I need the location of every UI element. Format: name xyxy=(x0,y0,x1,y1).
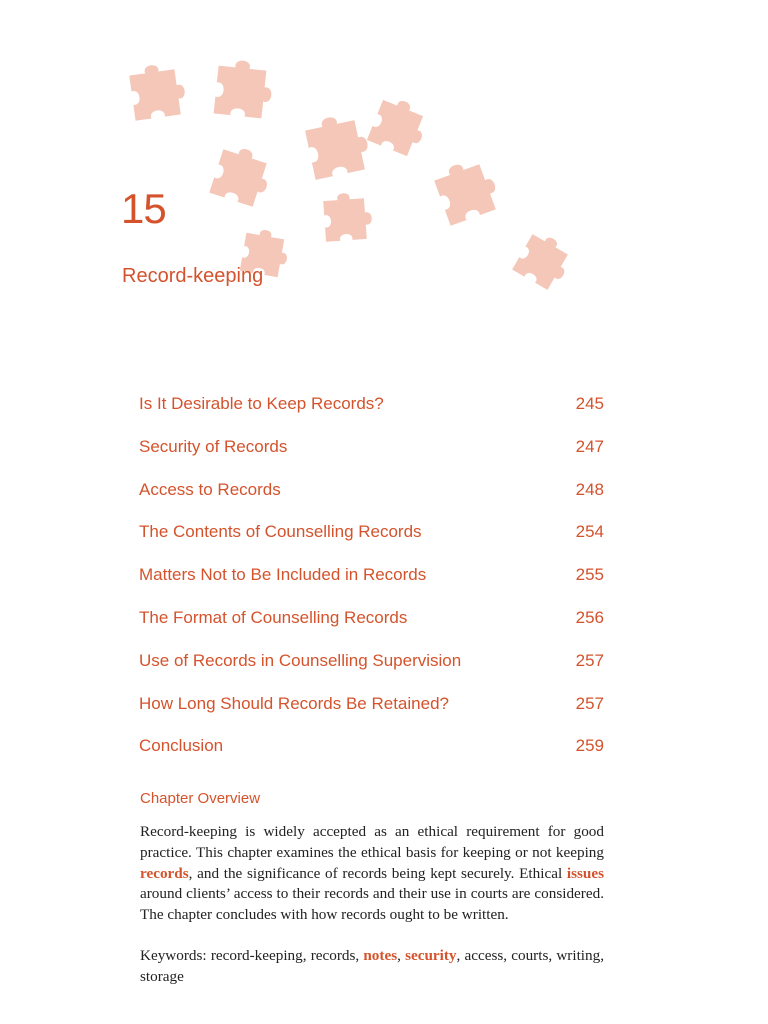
table-of-contents xyxy=(139,394,604,779)
toc-entry[interactable] xyxy=(139,437,604,480)
toc-entry-page: 257 xyxy=(575,650,604,670)
overview-text: , and the significance of records being kept securely. Ethical xyxy=(188,864,567,882)
toc-entry-label: Use of Records in Counselling Supervision xyxy=(139,650,462,670)
toc-entry-page: 257 xyxy=(575,693,604,713)
toc-entry[interactable] xyxy=(139,394,604,437)
toc-entry-page: 254 xyxy=(575,522,604,542)
keywords-line xyxy=(140,946,604,988)
toc-entry-label: Access to Records xyxy=(139,479,281,499)
toc-entry[interactable] xyxy=(139,565,604,608)
overview-text: around clients’ access to their records and their use in courts are considered. The chapter concludes with how records ought to be written. xyxy=(140,885,604,924)
keyword-link-issues[interactable]: issues xyxy=(566,864,604,882)
toc-entry-label: How Long Should Records Be Retained? xyxy=(139,693,449,713)
overview-paragraph xyxy=(140,822,604,926)
toc-entry-label: Matters Not to Be Included in Records xyxy=(139,565,427,585)
overview-heading: Chapter Overview xyxy=(140,790,261,807)
keyword-link-security[interactable]: security xyxy=(405,947,457,964)
puzzle-pieces-icon xyxy=(0,0,768,330)
chapter-number: 15 xyxy=(121,185,166,232)
toc-entry[interactable] xyxy=(139,651,604,694)
toc-entry-page: 255 xyxy=(575,565,604,585)
toc-entry-label: Conclusion xyxy=(139,736,224,756)
toc-entry[interactable] xyxy=(139,480,604,523)
toc-entry[interactable] xyxy=(139,608,604,651)
toc-entry[interactable] xyxy=(139,522,604,565)
chapter-title: Record-keeping xyxy=(122,265,264,287)
keywords-text: , access, courts, writing, storage xyxy=(140,947,604,985)
toc-entry-label: Security of Records xyxy=(139,436,288,456)
toc-entry-label: The Format of Counselling Records xyxy=(139,607,408,627)
overview-text: Record-keeping is widely accepted as an ethical requirement for good practice. This chapter examines the ethical basis for keeping or not keeping xyxy=(140,823,604,861)
toc-entry[interactable] xyxy=(139,736,604,779)
toc-entry-label: Is It Desirable to Keep Records? xyxy=(139,394,384,413)
toc-entry-page: 247 xyxy=(575,436,604,456)
toc-entry-label: The Contents of Counselling Records xyxy=(139,522,422,542)
toc-entry-page: 256 xyxy=(575,607,604,627)
toc-entry-page: 248 xyxy=(575,479,604,499)
keywords-text: Keywords: record-keeping, records, xyxy=(140,947,364,964)
toc-entry-page: 259 xyxy=(575,736,604,756)
toc-entry[interactable] xyxy=(139,694,604,737)
keyword-link-records[interactable]: records xyxy=(140,864,189,882)
keywords-separator: , xyxy=(397,947,406,964)
keyword-link-notes[interactable]: notes xyxy=(363,947,398,964)
toc-entry-page: 245 xyxy=(575,394,604,413)
